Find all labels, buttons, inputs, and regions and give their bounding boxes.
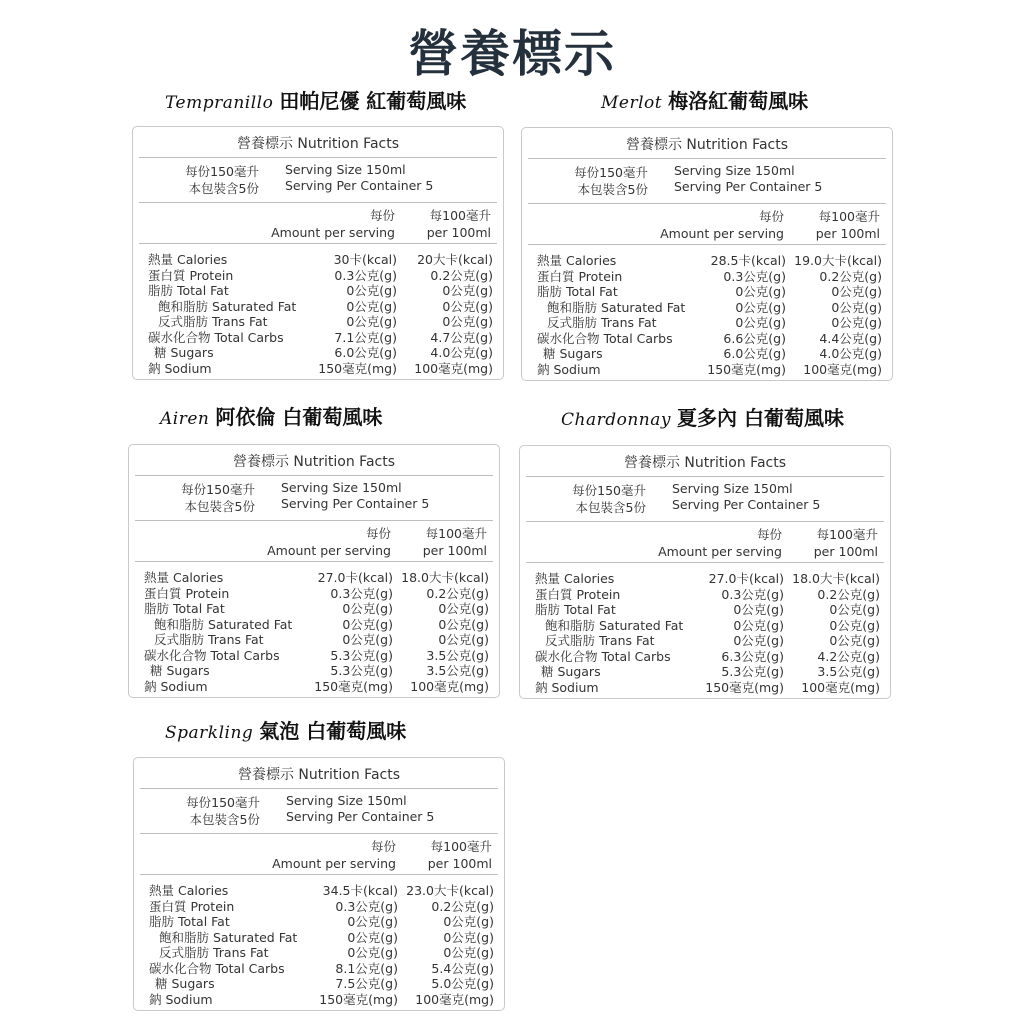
per-100ml-value: 0公克(g) <box>829 617 880 633</box>
servings-per-container-zh: 本包裝含5份 <box>189 812 260 827</box>
nutrition-facts-panel <box>128 444 500 698</box>
divider <box>528 203 886 204</box>
nutrient-label: 脂肪 Total Fat <box>149 914 230 929</box>
nutrition-facts-panel <box>519 445 891 699</box>
per-100ml-value: 0公克(g) <box>442 314 493 329</box>
per-100ml-value: 0公克(g) <box>442 298 493 314</box>
divider <box>140 833 498 834</box>
page-title: 營養標示 <box>408 24 616 83</box>
nutrient-label: 糖 Sugars <box>150 663 210 678</box>
product-heading <box>160 402 382 432</box>
per-100ml-value: 0公克(g) <box>831 299 882 315</box>
serving-info-en <box>286 793 434 825</box>
per-100ml-value: 4.0公克(g) <box>430 345 493 360</box>
nutrient-label: 蛋白質 Protein <box>144 585 230 601</box>
serving-info-en <box>674 163 822 195</box>
per-serving-value: 150毫克(mg) <box>314 678 393 694</box>
per-serving-value: 34.5卡(kcal) <box>322 883 398 898</box>
per-serving-value: 150毫克(mg) <box>705 679 784 695</box>
nutrient-row <box>149 914 494 930</box>
panel-title: 營養標示 Nutrition Facts <box>625 137 789 153</box>
per-100ml-value: 3.5公克(g) <box>426 663 489 678</box>
nutrient-label: 鈉 Sodium <box>149 991 213 1007</box>
servings-per-container-en: Serving Per Container 5 <box>286 809 435 824</box>
product-name-en: Chardonnay <box>561 410 671 430</box>
per-serving-value: 8.1公克(g) <box>335 960 398 976</box>
nutrient-row <box>144 586 489 602</box>
nutrient-row <box>148 314 493 330</box>
column-header-en: per 100ml <box>427 856 492 871</box>
nutrient-row <box>149 930 494 946</box>
divider <box>135 561 493 562</box>
per-100ml-value: 4.4公克(g) <box>819 330 882 346</box>
per-100ml-value: 19.0大卡(kcal) <box>794 253 882 268</box>
nutrient-label: 蛋白質 Protein <box>535 586 621 602</box>
nutrient-label: 熱量 Calories <box>144 570 224 585</box>
serving-size-en: Serving Size 150ml <box>281 480 402 495</box>
nutrient-label: 熱量 Calories <box>148 252 228 267</box>
column-header-en: per 100ml <box>426 225 491 240</box>
nutrient-row <box>144 632 489 648</box>
nutrient-row <box>537 300 882 316</box>
per-100ml-value: 0.2公克(g) <box>426 585 489 601</box>
nutrient-row <box>537 284 882 300</box>
nutrient-table <box>535 571 880 695</box>
serving-info-zh <box>542 164 648 198</box>
nutrient-label: 鈉 Sodium <box>148 360 212 376</box>
per-100ml-value: 0公克(g) <box>831 315 882 330</box>
per-serving-value: 5.3公克(g) <box>330 663 393 678</box>
nutrient-table <box>537 253 882 377</box>
per-100ml-value: 0公克(g) <box>829 602 880 617</box>
column-header-zh: 每100毫升 <box>816 527 878 542</box>
column-header-zh: 每100毫升 <box>425 526 487 541</box>
nutrient-row <box>144 617 489 633</box>
nutrient-row <box>149 976 494 992</box>
product-name-zh: 氣泡 白葡萄風味 <box>259 719 407 743</box>
serving-info-zh <box>153 163 259 197</box>
per-100ml-value: 0公克(g) <box>443 929 494 945</box>
nutrient-row <box>535 587 880 603</box>
per-serving-value: 0公克(g) <box>347 945 398 960</box>
per-100ml-value: 100毫克(mg) <box>801 679 880 695</box>
servings-per-container-zh: 本包裝含5份 <box>184 499 255 514</box>
column-header-per-100ml <box>428 838 492 872</box>
nutrient-row <box>537 269 882 285</box>
nutrient-row <box>144 601 489 617</box>
nutrient-label: 飽和脂肪 Saturated Fat <box>547 299 686 315</box>
column-header-per-serving <box>660 208 784 242</box>
per-100ml-value: 5.0公克(g) <box>431 976 494 991</box>
per-serving-value: 5.3公克(g) <box>330 647 393 663</box>
nutrient-row <box>149 899 494 915</box>
per-serving-value: 0公克(g) <box>735 299 786 315</box>
product-heading <box>601 86 808 116</box>
nutrient-label: 碳水化合物 Total Carbs <box>535 648 671 664</box>
product-name-en: Airen <box>160 409 210 429</box>
column-header-per-serving <box>271 207 395 241</box>
serving-size-en: Serving Size 150ml <box>286 793 407 808</box>
divider <box>528 244 886 245</box>
per-serving-value: 0.3公克(g) <box>335 898 398 914</box>
nutrient-row <box>144 679 489 695</box>
product-name-en: Sparkling <box>165 723 254 743</box>
per-100ml-value: 0.2公克(g) <box>430 267 493 283</box>
column-header-zh: 每100毫升 <box>429 208 491 223</box>
nutrient-row <box>149 945 494 961</box>
column-header-zh: 每份 <box>756 527 782 542</box>
divider <box>526 562 884 563</box>
per-100ml-value: 18.0大卡(kcal) <box>792 571 880 586</box>
per-serving-value: 0.3公克(g) <box>334 267 397 283</box>
servings-per-container-zh: 本包裝含5份 <box>188 181 259 196</box>
nutrient-row <box>148 345 493 361</box>
serving-info-zh <box>149 481 255 515</box>
nutrient-label: 熱量 Calories <box>149 883 229 898</box>
product-name-zh: 阿依倫 白葡萄風味 <box>215 405 383 429</box>
serving-size-zh: 每份150毫升 <box>185 164 259 179</box>
column-header-per-100ml <box>423 525 487 559</box>
servings-per-container-en: Serving Per Container 5 <box>281 496 430 511</box>
column-header-zh: 每份 <box>370 839 396 854</box>
per-100ml-value: 4.7公克(g) <box>430 329 493 345</box>
nutrient-row <box>535 618 880 634</box>
serving-info-zh <box>154 794 260 828</box>
per-serving-value: 0公克(g) <box>733 617 784 633</box>
product-name-zh: 夏多內 白葡萄風味 <box>676 406 844 430</box>
per-serving-value: 6.0公克(g) <box>723 346 786 361</box>
per-serving-value: 0公克(g) <box>346 298 397 314</box>
column-header-en: Amount per serving <box>272 856 396 871</box>
nutrient-row <box>149 992 494 1008</box>
per-serving-value: 5.3公克(g) <box>721 664 784 679</box>
serving-size-en: Serving Size 150ml <box>672 481 793 496</box>
per-100ml-value: 100毫克(mg) <box>415 991 494 1007</box>
divider <box>135 475 493 476</box>
nutrient-label: 蛋白質 Protein <box>537 268 623 284</box>
per-serving-value: 0公克(g) <box>342 616 393 632</box>
panel-title: 營養標示 Nutrition Facts <box>237 767 401 783</box>
column-header-per-serving <box>267 525 391 559</box>
column-header-per-100ml <box>816 208 880 242</box>
per-serving-value: 0.3公克(g) <box>721 586 784 602</box>
column-header-en: per 100ml <box>815 226 880 241</box>
serving-info-en <box>285 162 433 194</box>
divider <box>139 157 497 158</box>
servings-per-container-zh: 本包裝含5份 <box>575 500 646 515</box>
column-header-per-serving <box>658 526 782 560</box>
per-serving-value: 6.6公克(g) <box>723 330 786 346</box>
column-header-en: per 100ml <box>422 543 487 558</box>
panel-title: 營養標示 Nutrition Facts <box>623 455 787 471</box>
nutrient-label: 碳水化合物 Total Carbs <box>144 647 280 663</box>
serving-size-zh: 每份150毫升 <box>574 165 648 180</box>
per-100ml-value: 0.2公克(g) <box>819 268 882 284</box>
per-100ml-value: 100毫克(mg) <box>414 360 493 376</box>
per-serving-value: 0公克(g) <box>347 914 398 929</box>
per-serving-value: 0公克(g) <box>346 283 397 298</box>
nutrient-label: 飽和脂肪 Saturated Fat <box>154 616 293 632</box>
nutrient-row <box>144 663 489 679</box>
per-100ml-value: 3.5公克(g) <box>426 647 489 663</box>
nutrient-row <box>144 570 489 586</box>
per-100ml-value: 4.0公克(g) <box>819 346 882 361</box>
product-heading <box>561 403 844 433</box>
per-100ml-value: 23.0大卡(kcal) <box>406 883 494 898</box>
column-header-en: Amount per serving <box>267 543 391 558</box>
serving-size-zh: 每份150毫升 <box>572 483 646 498</box>
nutrient-row <box>535 649 880 665</box>
nutrient-label: 飽和脂肪 Saturated Fat <box>159 929 298 945</box>
per-100ml-value: 0公克(g) <box>438 632 489 647</box>
per-serving-value: 0公克(g) <box>347 929 398 945</box>
per-100ml-value: 18.0大卡(kcal) <box>401 570 489 585</box>
nutrient-label: 蛋白質 Protein <box>149 898 235 914</box>
divider <box>526 476 884 477</box>
nutrient-label: 碳水化合物 Total Carbs <box>149 960 285 976</box>
per-serving-value: 0公克(g) <box>735 284 786 299</box>
divider <box>135 520 493 521</box>
nutrient-label: 飽和脂肪 Saturated Fat <box>158 298 297 314</box>
serving-info-en <box>672 481 820 513</box>
nutrient-table <box>149 883 494 1007</box>
column-header-zh: 每100毫升 <box>430 839 492 854</box>
nutrient-label: 熱量 Calories <box>537 253 617 268</box>
serving-info-zh <box>540 482 646 516</box>
per-100ml-value: 0公克(g) <box>831 284 882 299</box>
nutrient-row <box>535 664 880 680</box>
divider <box>139 202 497 203</box>
nutrient-row <box>537 346 882 362</box>
column-header-zh: 每份 <box>758 209 784 224</box>
per-100ml-value: 0公克(g) <box>438 616 489 632</box>
nutrient-row <box>537 331 882 347</box>
nutrient-label: 脂肪 Total Fat <box>535 602 616 617</box>
column-header-per-100ml <box>427 207 491 241</box>
panel-title: 營養標示 Nutrition Facts <box>232 454 396 470</box>
column-header-zh: 每份 <box>369 208 395 223</box>
divider <box>526 521 884 522</box>
per-serving-value: 27.0卡(kcal) <box>708 571 784 586</box>
per-serving-value: 6.3公克(g) <box>721 648 784 664</box>
per-serving-value: 7.5公克(g) <box>335 976 398 991</box>
nutrient-row <box>535 571 880 587</box>
serving-size-zh: 每份150毫升 <box>186 795 260 810</box>
nutrient-label: 鈉 Sodium <box>535 679 599 695</box>
per-serving-value: 150毫克(mg) <box>319 991 398 1007</box>
servings-per-container-en: Serving Per Container 5 <box>672 497 821 512</box>
nutrient-label: 飽和脂肪 Saturated Fat <box>545 617 684 633</box>
nutrient-label: 鈉 Sodium <box>537 361 601 377</box>
nutrient-row <box>148 299 493 315</box>
per-serving-value: 27.0卡(kcal) <box>317 570 393 585</box>
nutrition-facts-panel <box>521 127 893 381</box>
per-100ml-value: 0.2公克(g) <box>817 586 880 602</box>
per-serving-value: 150毫克(mg) <box>707 361 786 377</box>
nutrient-label: 碳水化合物 Total Carbs <box>148 329 284 345</box>
serving-size-zh: 每份150毫升 <box>181 482 255 497</box>
column-header-per-serving <box>272 838 396 872</box>
product-name-en: Merlot <box>601 93 663 113</box>
per-100ml-value: 100毫克(mg) <box>803 361 882 377</box>
nutrient-table <box>148 252 493 376</box>
per-serving-value: 7.1公克(g) <box>334 329 397 345</box>
nutrition-facts-panel <box>133 757 505 1011</box>
per-100ml-value: 0公克(g) <box>443 945 494 960</box>
per-100ml-value: 0公克(g) <box>442 283 493 298</box>
per-100ml-value: 0.2公克(g) <box>431 898 494 914</box>
column-header-en: per 100ml <box>813 544 878 559</box>
product-name-zh: 田帕尼優 紅葡萄風味 <box>279 89 467 113</box>
nutrient-row <box>537 362 882 378</box>
per-100ml-value: 0公克(g) <box>829 633 880 648</box>
per-serving-value: 0公克(g) <box>342 601 393 616</box>
column-header-en: Amount per serving <box>658 544 782 559</box>
nutrient-row <box>148 283 493 299</box>
product-name-en: Tempranillo <box>165 93 274 113</box>
nutrient-label: 蛋白質 Protein <box>148 267 234 283</box>
product-heading <box>165 86 466 116</box>
nutrient-label: 糖 Sugars <box>154 345 214 360</box>
nutrient-label: 熱量 Calories <box>535 571 615 586</box>
nutrient-row <box>149 883 494 899</box>
nutrient-label: 脂肪 Total Fat <box>148 283 229 298</box>
column-header-zh: 每份 <box>365 526 391 541</box>
per-100ml-value: 0公克(g) <box>438 601 489 616</box>
nutrient-row <box>148 330 493 346</box>
per-serving-value: 0公克(g) <box>733 633 784 648</box>
serving-size-en: Serving Size 150ml <box>674 163 795 178</box>
per-serving-value: 0公克(g) <box>342 632 393 647</box>
nutrient-label: 碳水化合物 Total Carbs <box>537 330 673 346</box>
per-serving-value: 28.5卡(kcal) <box>710 253 786 268</box>
nutrient-row <box>537 253 882 269</box>
nutrient-label: 反式脂肪 Trans Fat <box>547 315 657 330</box>
nutrient-label: 脂肪 Total Fat <box>144 601 225 616</box>
nutrient-row <box>537 315 882 331</box>
per-serving-value: 0公克(g) <box>346 314 397 329</box>
panel-title: 營養標示 Nutrition Facts <box>236 136 400 152</box>
per-100ml-value: 100毫克(mg) <box>410 678 489 694</box>
nutrient-label: 反式脂肪 Trans Fat <box>159 945 269 960</box>
per-serving-value: 30卡(kcal) <box>333 252 397 267</box>
per-serving-value: 0.3公克(g) <box>330 585 393 601</box>
product-name-zh: 梅洛紅葡萄風味 <box>668 89 809 113</box>
column-header-en: Amount per serving <box>271 225 395 240</box>
nutrient-label: 脂肪 Total Fat <box>537 284 618 299</box>
per-serving-value: 6.0公克(g) <box>334 345 397 360</box>
nutrient-row <box>148 268 493 284</box>
divider <box>140 874 498 875</box>
column-header-per-100ml <box>814 526 878 560</box>
column-header-zh: 每100毫升 <box>818 209 880 224</box>
per-serving-value: 0公克(g) <box>735 315 786 330</box>
servings-per-container-en: Serving Per Container 5 <box>674 179 823 194</box>
nutrient-row <box>535 633 880 649</box>
nutrient-label: 糖 Sugars <box>155 976 215 991</box>
nutrient-row <box>144 648 489 664</box>
nutrient-label: 糖 Sugars <box>543 346 603 361</box>
per-serving-value: 0公克(g) <box>733 602 784 617</box>
nutrient-row <box>149 961 494 977</box>
per-100ml-value: 20大卡(kcal) <box>417 252 493 267</box>
column-header-en: Amount per serving <box>660 226 784 241</box>
nutrient-label: 糖 Sugars <box>541 664 601 679</box>
nutrient-label: 反式脂肪 Trans Fat <box>158 314 268 329</box>
per-serving-value: 0.3公克(g) <box>723 268 786 284</box>
serving-info-en <box>281 480 429 512</box>
per-100ml-value: 3.5公克(g) <box>817 664 880 679</box>
per-100ml-value: 5.4公克(g) <box>431 960 494 976</box>
nutrient-row <box>535 680 880 696</box>
per-serving-value: 150毫克(mg) <box>318 360 397 376</box>
per-100ml-value: 4.2公克(g) <box>817 648 880 664</box>
nutrient-row <box>535 602 880 618</box>
nutrient-row <box>148 361 493 377</box>
servings-per-container-zh: 本包裝含5份 <box>577 182 648 197</box>
nutrient-row <box>148 252 493 268</box>
product-heading <box>165 716 406 746</box>
nutrient-label: 反式脂肪 Trans Fat <box>545 633 655 648</box>
divider <box>139 243 497 244</box>
divider <box>140 788 498 789</box>
nutrient-label: 鈉 Sodium <box>144 678 208 694</box>
divider <box>528 158 886 159</box>
per-100ml-value: 0公克(g) <box>443 914 494 929</box>
nutrient-label: 反式脂肪 Trans Fat <box>154 632 264 647</box>
nutrition-facts-panel <box>132 126 504 380</box>
nutrient-table <box>144 570 489 694</box>
serving-size-en: Serving Size 150ml <box>285 162 406 177</box>
servings-per-container-en: Serving Per Container 5 <box>285 178 434 193</box>
